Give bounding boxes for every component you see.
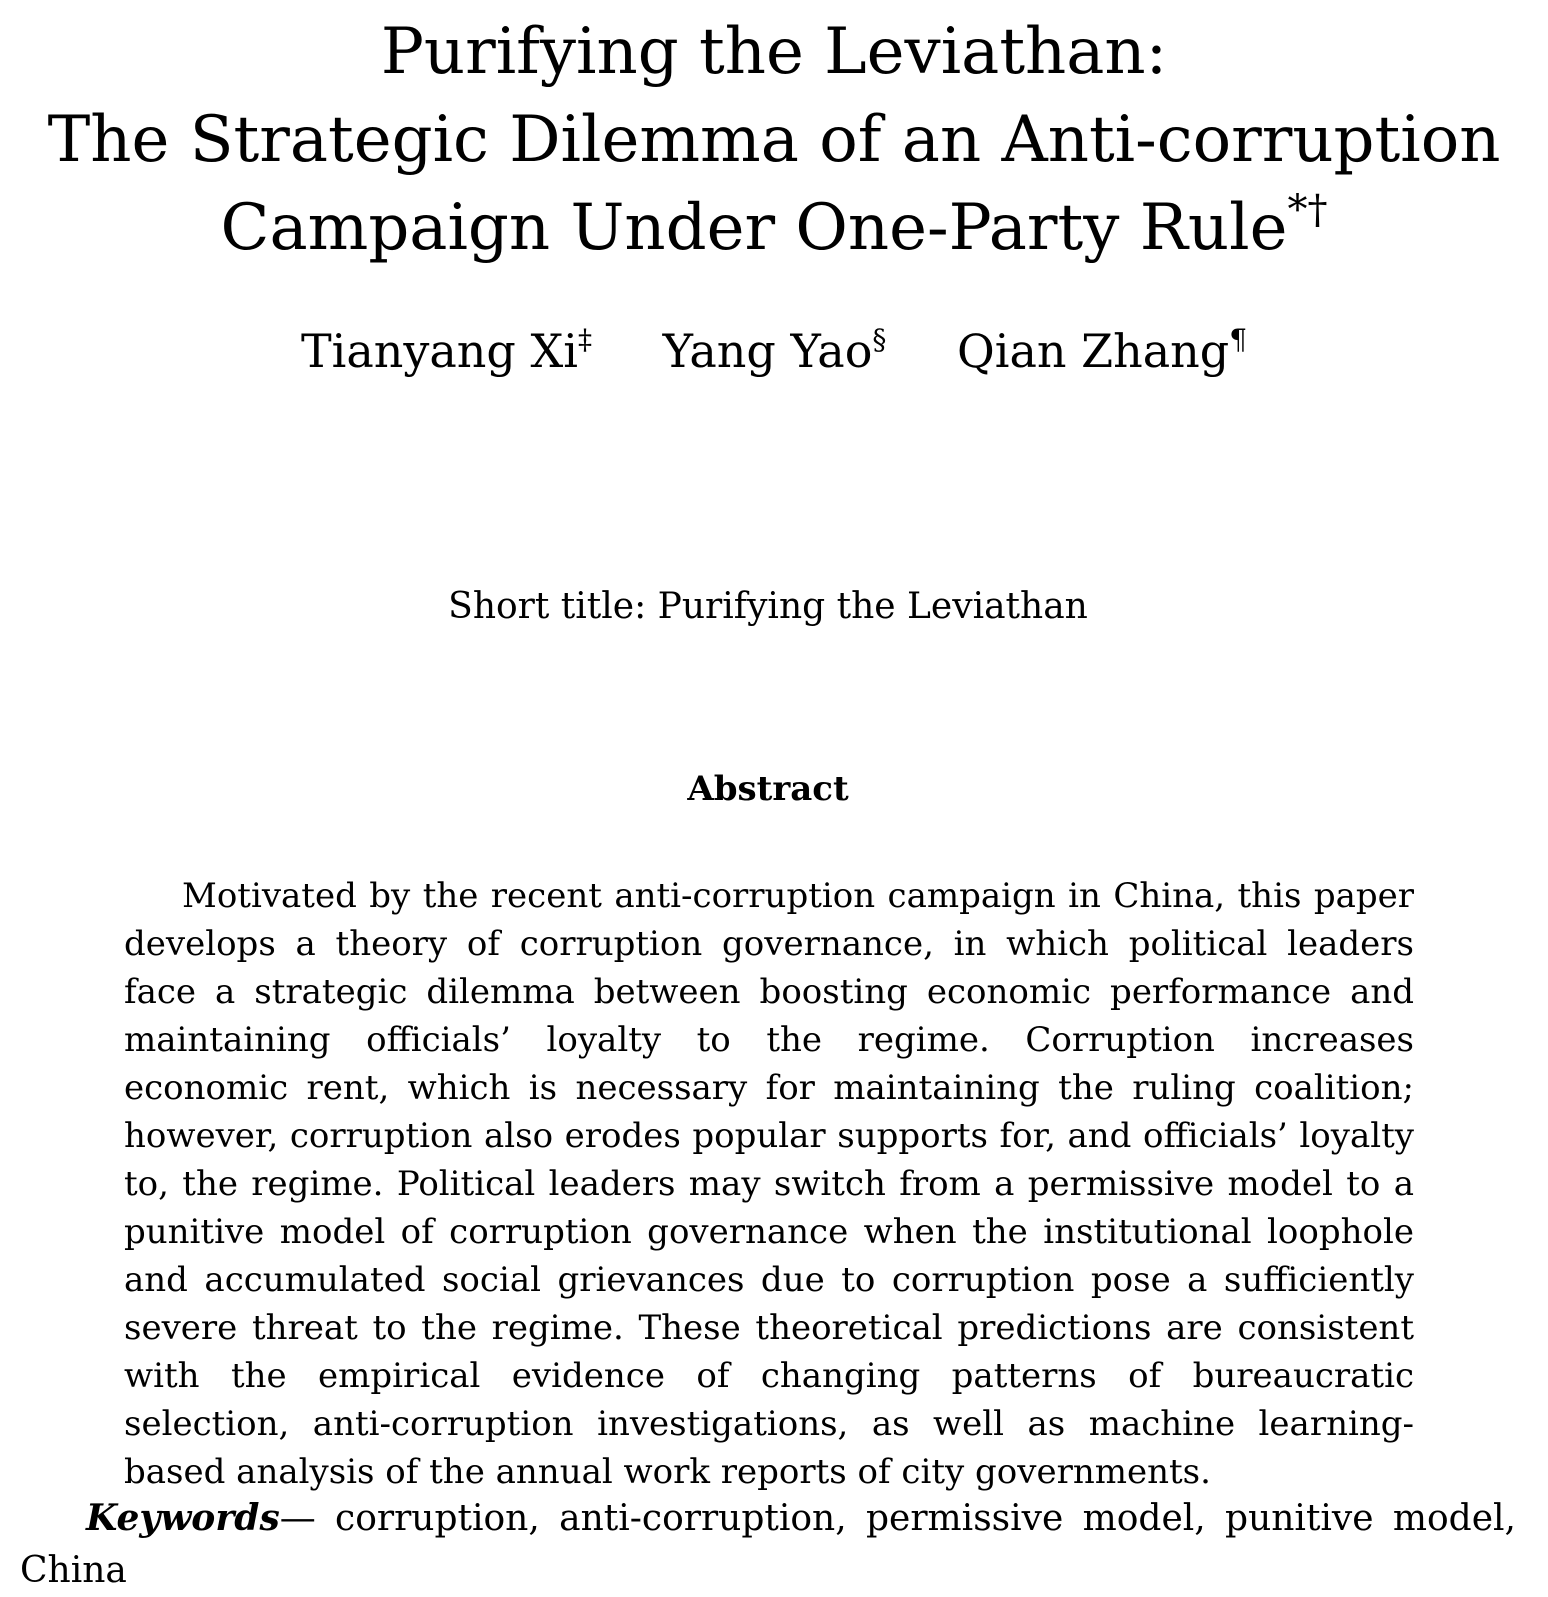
author-footnote-mark: ‡ — [577, 323, 592, 356]
keywords-separator: — — [279, 1498, 336, 1539]
keywords-list: corruption, anti-corruption, permissive model, punitive model, China — [20, 1498, 1516, 1591]
author-name: Qian Zhang — [957, 324, 1230, 378]
author-3 — [957, 324, 1247, 378]
author-name: Yang Yao — [662, 324, 873, 378]
author-2 — [663, 324, 887, 378]
author-footnote-mark: § — [872, 323, 887, 356]
title-line-2: The Strategic Dilemma of an Anti-corruption — [47, 103, 1501, 177]
title-line-3 — [0, 184, 1548, 272]
author-footnote-mark: ¶ — [1229, 323, 1248, 356]
short-title: Short title: Purifying the Leviathan — [448, 586, 1088, 627]
title-line-3-text: Campaign Under One-Party Rule — [220, 191, 1288, 265]
abstract-body: Motivated by the recent anti-corruption campaign in China, this paper develops a theory of corruption governance, in which political leaders face a strategic dilemma between boosting economic performance and maintaining officials’ loyalty to the regime. Corruption increases economic rent, which is necessary for maintaining the ruling coalition; however, corruption also erodes popular supports for, and officials’ loyalty to, the regime. Political leaders may switch from a permissive model to a punitive model of corruption governance when the institutional loophole and accumulated social grievances due to corruption pose a sufficiently severe threat to the regime. These theoretical predictions are consistent with the empirical evidence of changing patterns of bureaucratic selection, anti-corruption investigations, as well as machine learning-based analysis of the annual work reports of city governments. — [124, 876, 1414, 1492]
author-name: Tianyang Xi — [300, 324, 578, 378]
paper-title — [0, 8, 1548, 272]
keywords-label: Keywords — [86, 1497, 280, 1539]
keywords — [20, 1492, 1516, 1597]
abstract-heading: Abstract — [687, 769, 849, 809]
author-list — [0, 318, 1548, 384]
title-footnote-marks: *† — [1287, 187, 1328, 233]
title-line-1: Purifying the Leviathan: — [380, 15, 1168, 89]
author-1 — [301, 324, 592, 378]
